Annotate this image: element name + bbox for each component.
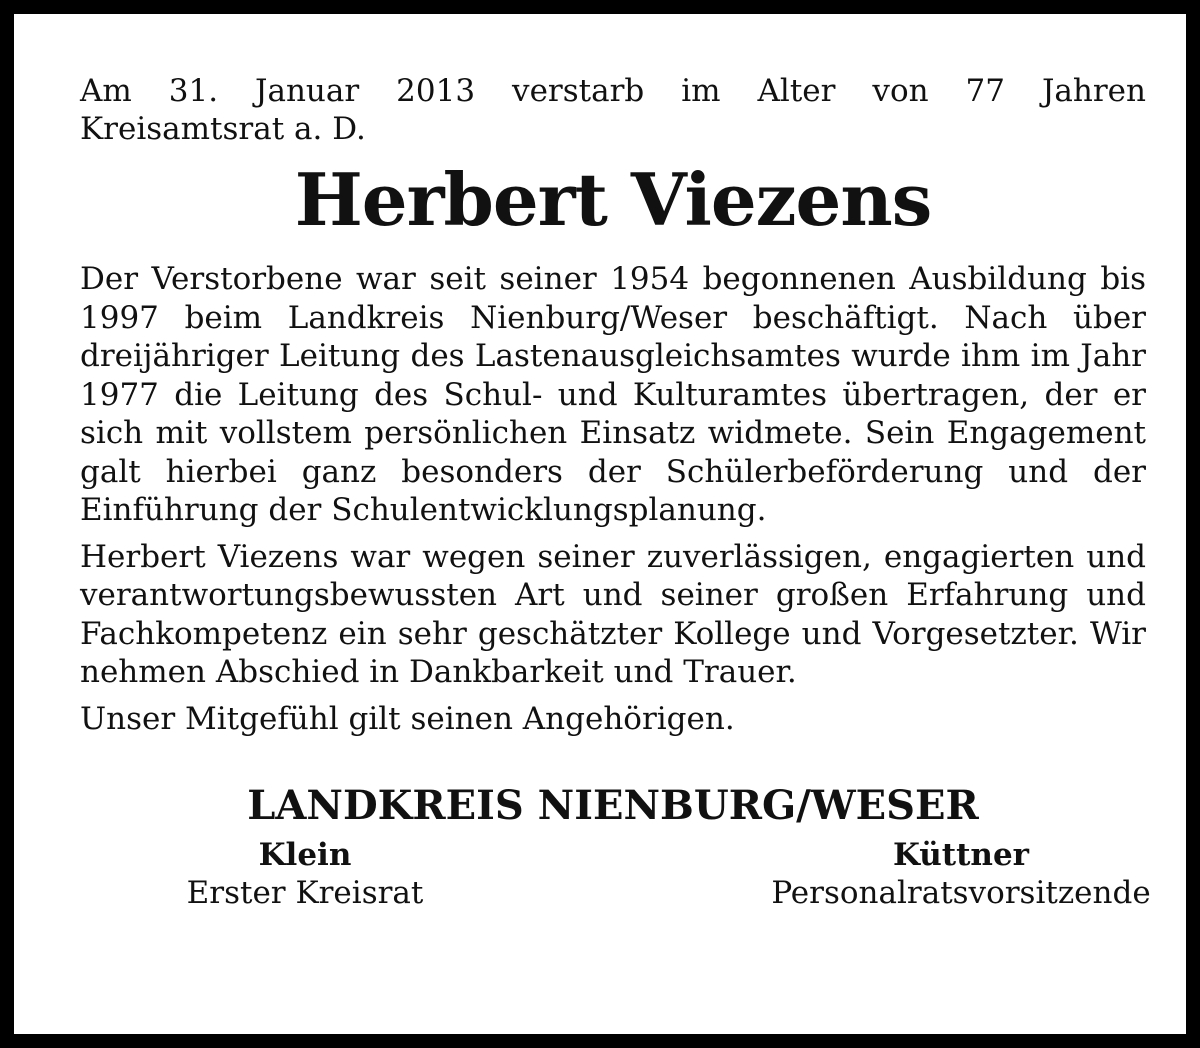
deceased-name: Herbert Viezens [294, 157, 932, 242]
signer-title: Personalratsvorsitzende [771, 875, 1151, 911]
paragraph-career: Der Verstorbene war seit seiner 1954 begonnenen Ausbildung bis 1997 beim Landkreis Nienburg/Weser beschäftigt. Nach über dreijähriger Leitung des Lastenausgleichsamtes wurde ihm im Jahr 1977 die Leitung des Schul- und Kulturamtes übertragen, der er sich mit vollstem persönlichen Einsatz widmete. Sein Engagement galt hierbei ganz besonders der Schülerbeförderung und der Einführung der Schulentwicklungsplanung. [80, 261, 1146, 528]
intro-line-2: Kreisamtsrat a. D. [80, 111, 366, 147]
signer-right [736, 836, 1186, 912]
notice-content [80, 72, 1151, 912]
signer-title: Erster Kreisrat [186, 875, 424, 911]
paragraph-condolence: Unser Mitgefühl gilt seinen Angehörigen. [80, 700, 735, 737]
organization-name: LANDKREIS NIENBURG/WESER [247, 782, 979, 829]
intro-line-1: Am 31. Januar 2013 verstarb im Alter von 77 Jahren [80, 73, 1146, 109]
paragraph-tribute: Herbert Viezens war wegen seiner zuverlässigen, engagierten und verantwortungsbewussten Art und seiner großen Erfahrung und Fachkompetenz ein sehr geschätzter Kollege und Vorgesetzter. Wir nehmen Abschied in Dankbarkeit und Trauer. [80, 538, 1146, 690]
signer-name: Küttner [892, 837, 1030, 873]
signer-left [80, 836, 530, 912]
signers [80, 836, 1151, 912]
signer-name: Klein [258, 837, 352, 873]
